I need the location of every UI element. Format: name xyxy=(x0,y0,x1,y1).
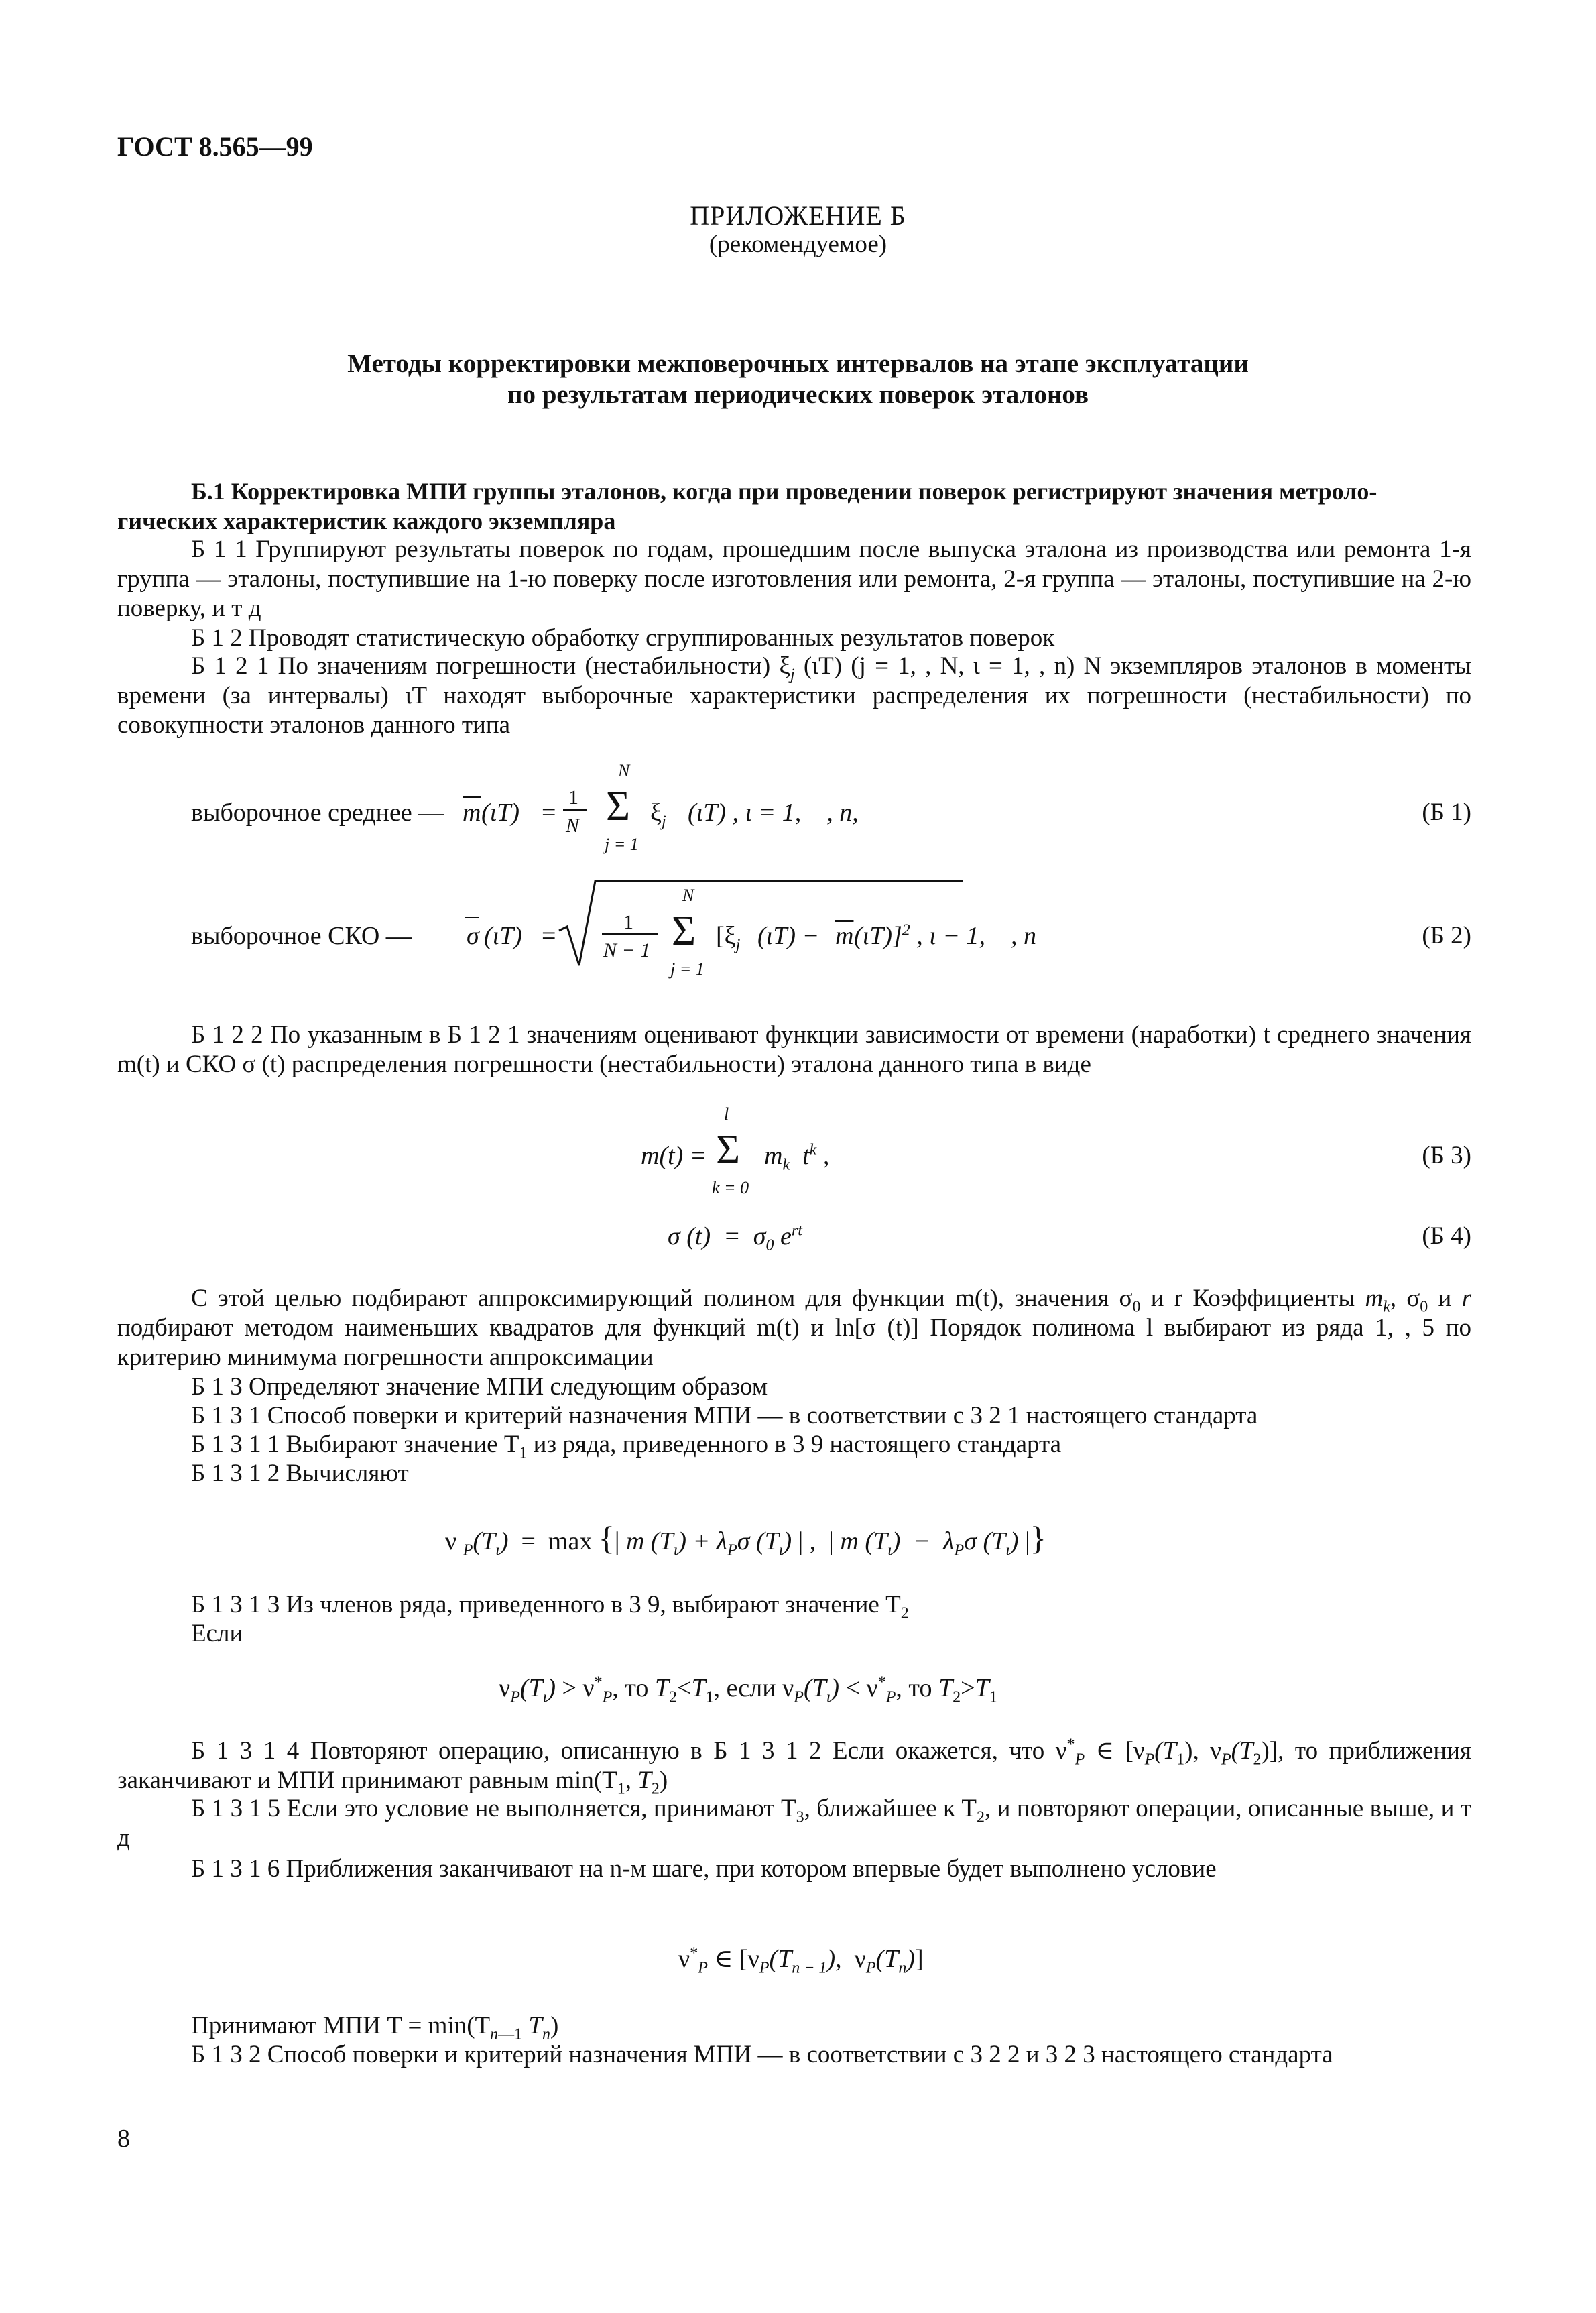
equation-b3-number: (Б 3) xyxy=(1422,1142,1471,1169)
equation-b4: σ $(t) = \sigma_0$ $e^{rt}$ xyxy=(668,1222,802,1254)
equation-b2: σ (ιT) = 1 N − 1 N Σ j = 1 [$\xi_j$ (ιT) − $\overline{m}$ (ιT)]$^2$ , ι − 1, , n xyxy=(463,872,972,972)
equation-b4-number: (Б 4) xyxy=(1422,1222,1471,1250)
document-page: ГОСТ 8.565—99 ПРИЛОЖЕНИЕ Б (рекомендуемое) Методы корректировки межповерочных интервалов на этапе эксплуатации по результатам периодических поверок эталонов Б.1 Корректировка МПИ группы эталонов, когда при проведении поверок регистрируют значения метроло- гических характеристик каждого экземпляра Б 1 1 Группируют результаты поверок по годам, прошедшим после выпуска эталона из производства или ремонта 1-я группа — эталоны, поступившие на 1-ю поверку после изготовления или ремонта, 2-я группа — эталоны, поступившие на 2-ю поверку, и т д Б 1 2 Проводят статистическую обработку сгруппированных результатов поверок Б 1 2 1 По значениям погрешности (нестабильности) $\xi_j$ (ιT) (j = 1, , N, ι = 1, , n) N экземпляров эталонов в моменты времени (за интервалы) ιT находят выборочные характеристики распределения их погрешности (нестабильности) по совокупности эталонов данного типа выборочное среднее — $\overline{m}$ (ιT) = 1 N N Σ j = 1 $\xi_j$ (ιT) , ι = 1, , n, (Б 1) выборочное СКО — σ (ιT) = 1 N − 1 N Σ j = 1 [$\xi_j$ (ιT) − $\overline{m}$ (ιT)]$^2$ , ι − 1, , n (Б 2) Б 1 2 2 По указанным в Б 1 2 1 значениям оценивают функции зависимости от времени (наработки) t среднего значения m(t) и СКО σ (t) распределения погрешности (нестабильности) эталона данного типа в виде m(t) = l Σ k = 0 $m_k$ $t^k$ , (Б 3) σ $(t) = \sigma_0$ $e^{rt}$ (Б 4) С этой целью подбирают аппроксимирующий полином для функции m(t), значения $\sigma_0$ и r Коэффициенты $m_k$, $\sigma_0$ и r подбирают методом наименьших квадратов для функций m(t) и ln[σ (t)] Порядок полинома l выбирают из ряда 1, , 5 по критерию минимума погрешности аппроксимации Б 1 3 Определяют значение МПИ следующим образом Б 1 3 1 Способ поверки и критерий назначения МПИ — в соответствии с 3 2 1 настоящего стандарта Б 1 3 1 1 Выбирают значение $T_1$ из ряда, приведенного в 3 9 настоящего стандарта Б 1 3 1 2 Вычисляют ν $_P(T_\iota) = \max$ {| m $(T_\iota) + \lambda_P\sigma$ $(T_\iota)$ | , | m $(T_\iota) - \lambda_P\sigma$ $(T_\iota)$ |} Б 1 3 1 3 Из членов ряда, приведенного в 3 9, выбирают значение $T_2$ Если $\nu_P(T_\iota) > \nu^*_P$, то $T_2<T_1$, если $\nu_P(T_\iota) < \nu^*_P$, то $T_2>T_1$ Б 1 3 1 4 Повторяют операцию, описанную в Б 1 3 1 2 Если окажется, что $\nu^*_P$ ∈ [$\nu_P(T_1)$, $\nu_P(T_2)$], то приближения заканчивают и МПИ принимают равным $\min(T_1$, $T_2$) Б 1 3 1 5 Если это условие не выполняется, принимают $T_3$, ближайшее к $T_2$, и повторяют операции, описанные выше, и т д Б 1 3 1 6 Приближения заканчивают на n-м шаге, при котором впервые будет выполнено условие $\nu^*_P$ ∈ [$\nu_P(T_{n - 1})$, $\nu_P(T_n)$] Принимают МПИ $T = \min(T_{n—1}$ $T_n$) Б 1 3 2 Способ поверки и критерий назначения МПИ — в соответствии с 3 2 2 и 3 2 3 настоящего стандарта 8 xyxy=(0,0,1596,2313)
equation-b1-number: (Б 1) xyxy=(1422,798,1471,826)
appendix-note: (рекомендуемое) xyxy=(709,231,887,258)
equation-final-condition: $\nu^*_P$ ∈ [$\nu_P(T_{n - 1})$, $\nu_P(T_n)$] xyxy=(678,1944,924,1977)
paragraph-b1314: Б 1 3 1 4 Повторяют операцию, описанную в Б 1 3 1 2 Если окажется, что $\nu^*_P$ ∈ [$\nu_P(T_1)$, $\nu_P(T_2)$], то приближения заканчивают и МПИ принимают равным $\min(T_1$, $T_2$) xyxy=(117,1736,1471,1798)
equation-condition: $\nu_P(T_\iota) > \nu^*_P$, то $T_2<T_1$, если $\nu_P(T_\iota) < \nu^*_P$, то $T_2>T_1$ xyxy=(499,1673,997,1706)
equation-nu-p: ν $_P(T_\iota) = \max$ {| m $(T_\iota) + \lambda_P\sigma$ $(T_\iota)$ | , | m $(T_\iota) - \lambda_P\sigma$ $(T_\iota)$ |} xyxy=(445,1519,1046,1559)
paragraph-b13: Б 1 3 Определяют значение МПИ следующим образом xyxy=(191,1373,768,1401)
paragraph-b1315: Б 1 3 1 5 Если это условие не выполняется, принимают $T_3$, ближайшее к $T_2$, и повторяют операции, описанные выше, и т д xyxy=(117,1795,1471,1852)
paragraph-approximation: С этой целью подбирают аппроксимирующий полином для функции m(t), значения $\sigma_0$ и r Коэффициенты $m_k$, $\sigma_0$ и r подбирают методом наименьших квадратов для функций m(t) и ln[σ (t)] Порядок полинома l выбирают из ряда 1, , 5 по критерию минимума погрешности аппроксимации xyxy=(117,1285,1472,1371)
paragraph-b1316: Б 1 3 1 6 Приближения заканчивают на n-м шаге, при котором впервые будет выполнено условие xyxy=(191,1855,1217,1883)
paragraph-b1311: Б 1 3 1 1 Выбирают значение $T_1$ из ряда, приведенного в 3 9 настоящего стандарта xyxy=(191,1431,1062,1462)
equation-b2-number: (Б 2) xyxy=(1422,922,1471,949)
equation-b1-label: выборочное среднее — xyxy=(191,798,444,827)
document-code: ГОСТ 8.565—99 xyxy=(117,131,313,162)
paragraph-accept: Принимают МПИ $T = \min(T_{n—1}$ $T_n$) xyxy=(191,2012,559,2043)
page-number: 8 xyxy=(117,2125,130,2153)
paragraph-b131: Б 1 3 1 Способ поверки и критерий назначения МПИ — в соответствии с 3 2 1 настоящего стандарта xyxy=(191,1402,1258,1429)
if-word: Если xyxy=(191,1620,243,1647)
paragraph-b121: Б 1 2 1 По значениям погрешности (нестабильности) $\xi_j$ (ιT) (j = 1, , N, ι = 1, , n) N экземпляров эталонов в моменты времени (за интервалы) ιT находят выборочные характеристики распределения их погрешности (нестабильности) по совокупности эталонов данного типа xyxy=(117,652,1471,739)
paragraph-b1313: Б 1 3 1 3 Из членов ряда, приведенного в 3 9, выбирают значение $T_2$ xyxy=(191,1591,909,1622)
paragraph-b11: Б 1 1 Группируют результаты поверок по годам, прошедшим после выпуска эталона из производства или ремонта 1-я группа — эталоны, поступившие на 1-ю поверку после изготовления или ремонта, 2-я группа — эталоны, поступившие на 2-ю поверку, и т д xyxy=(117,536,1471,622)
paragraph-b132: Б 1 3 2 Способ поверки и критерий назначения МПИ — в соответствии с 3 2 2 и 3 2 3 настоящего стандарта xyxy=(191,2041,1333,2068)
page-title-line-1: Методы корректировки межповерочных интервалов на этапе эксплуатации xyxy=(347,349,1249,378)
paragraph-b1312: Б 1 3 1 2 Вычисляют xyxy=(191,1460,409,1487)
section-b1-heading-1: Б.1 Корректировка МПИ группы эталонов, когда при проведении поверок регистрируют значения метроло- xyxy=(191,478,1377,505)
page-title-line-2: по результатам периодических поверок эталонов xyxy=(507,380,1089,409)
appendix-title: ПРИЛОЖЕНИЕ Б xyxy=(690,200,906,231)
section-b1-heading-2: гических характеристик каждого экземпляра xyxy=(117,508,616,534)
paragraph-b12: Б 1 2 Проводят статистическую обработку сгруппированных результатов поверок xyxy=(191,624,1055,652)
paragraph-b122: Б 1 2 2 По указанным в Б 1 2 1 значениям оценивают функции зависимости от времени (наработки) t среднего значения m(t) и СКО σ (t) распределения погрешности (нестабильности) эталона данного типа в виде xyxy=(117,1021,1471,1078)
equation-b2-label: выборочное СКО — xyxy=(191,922,412,950)
